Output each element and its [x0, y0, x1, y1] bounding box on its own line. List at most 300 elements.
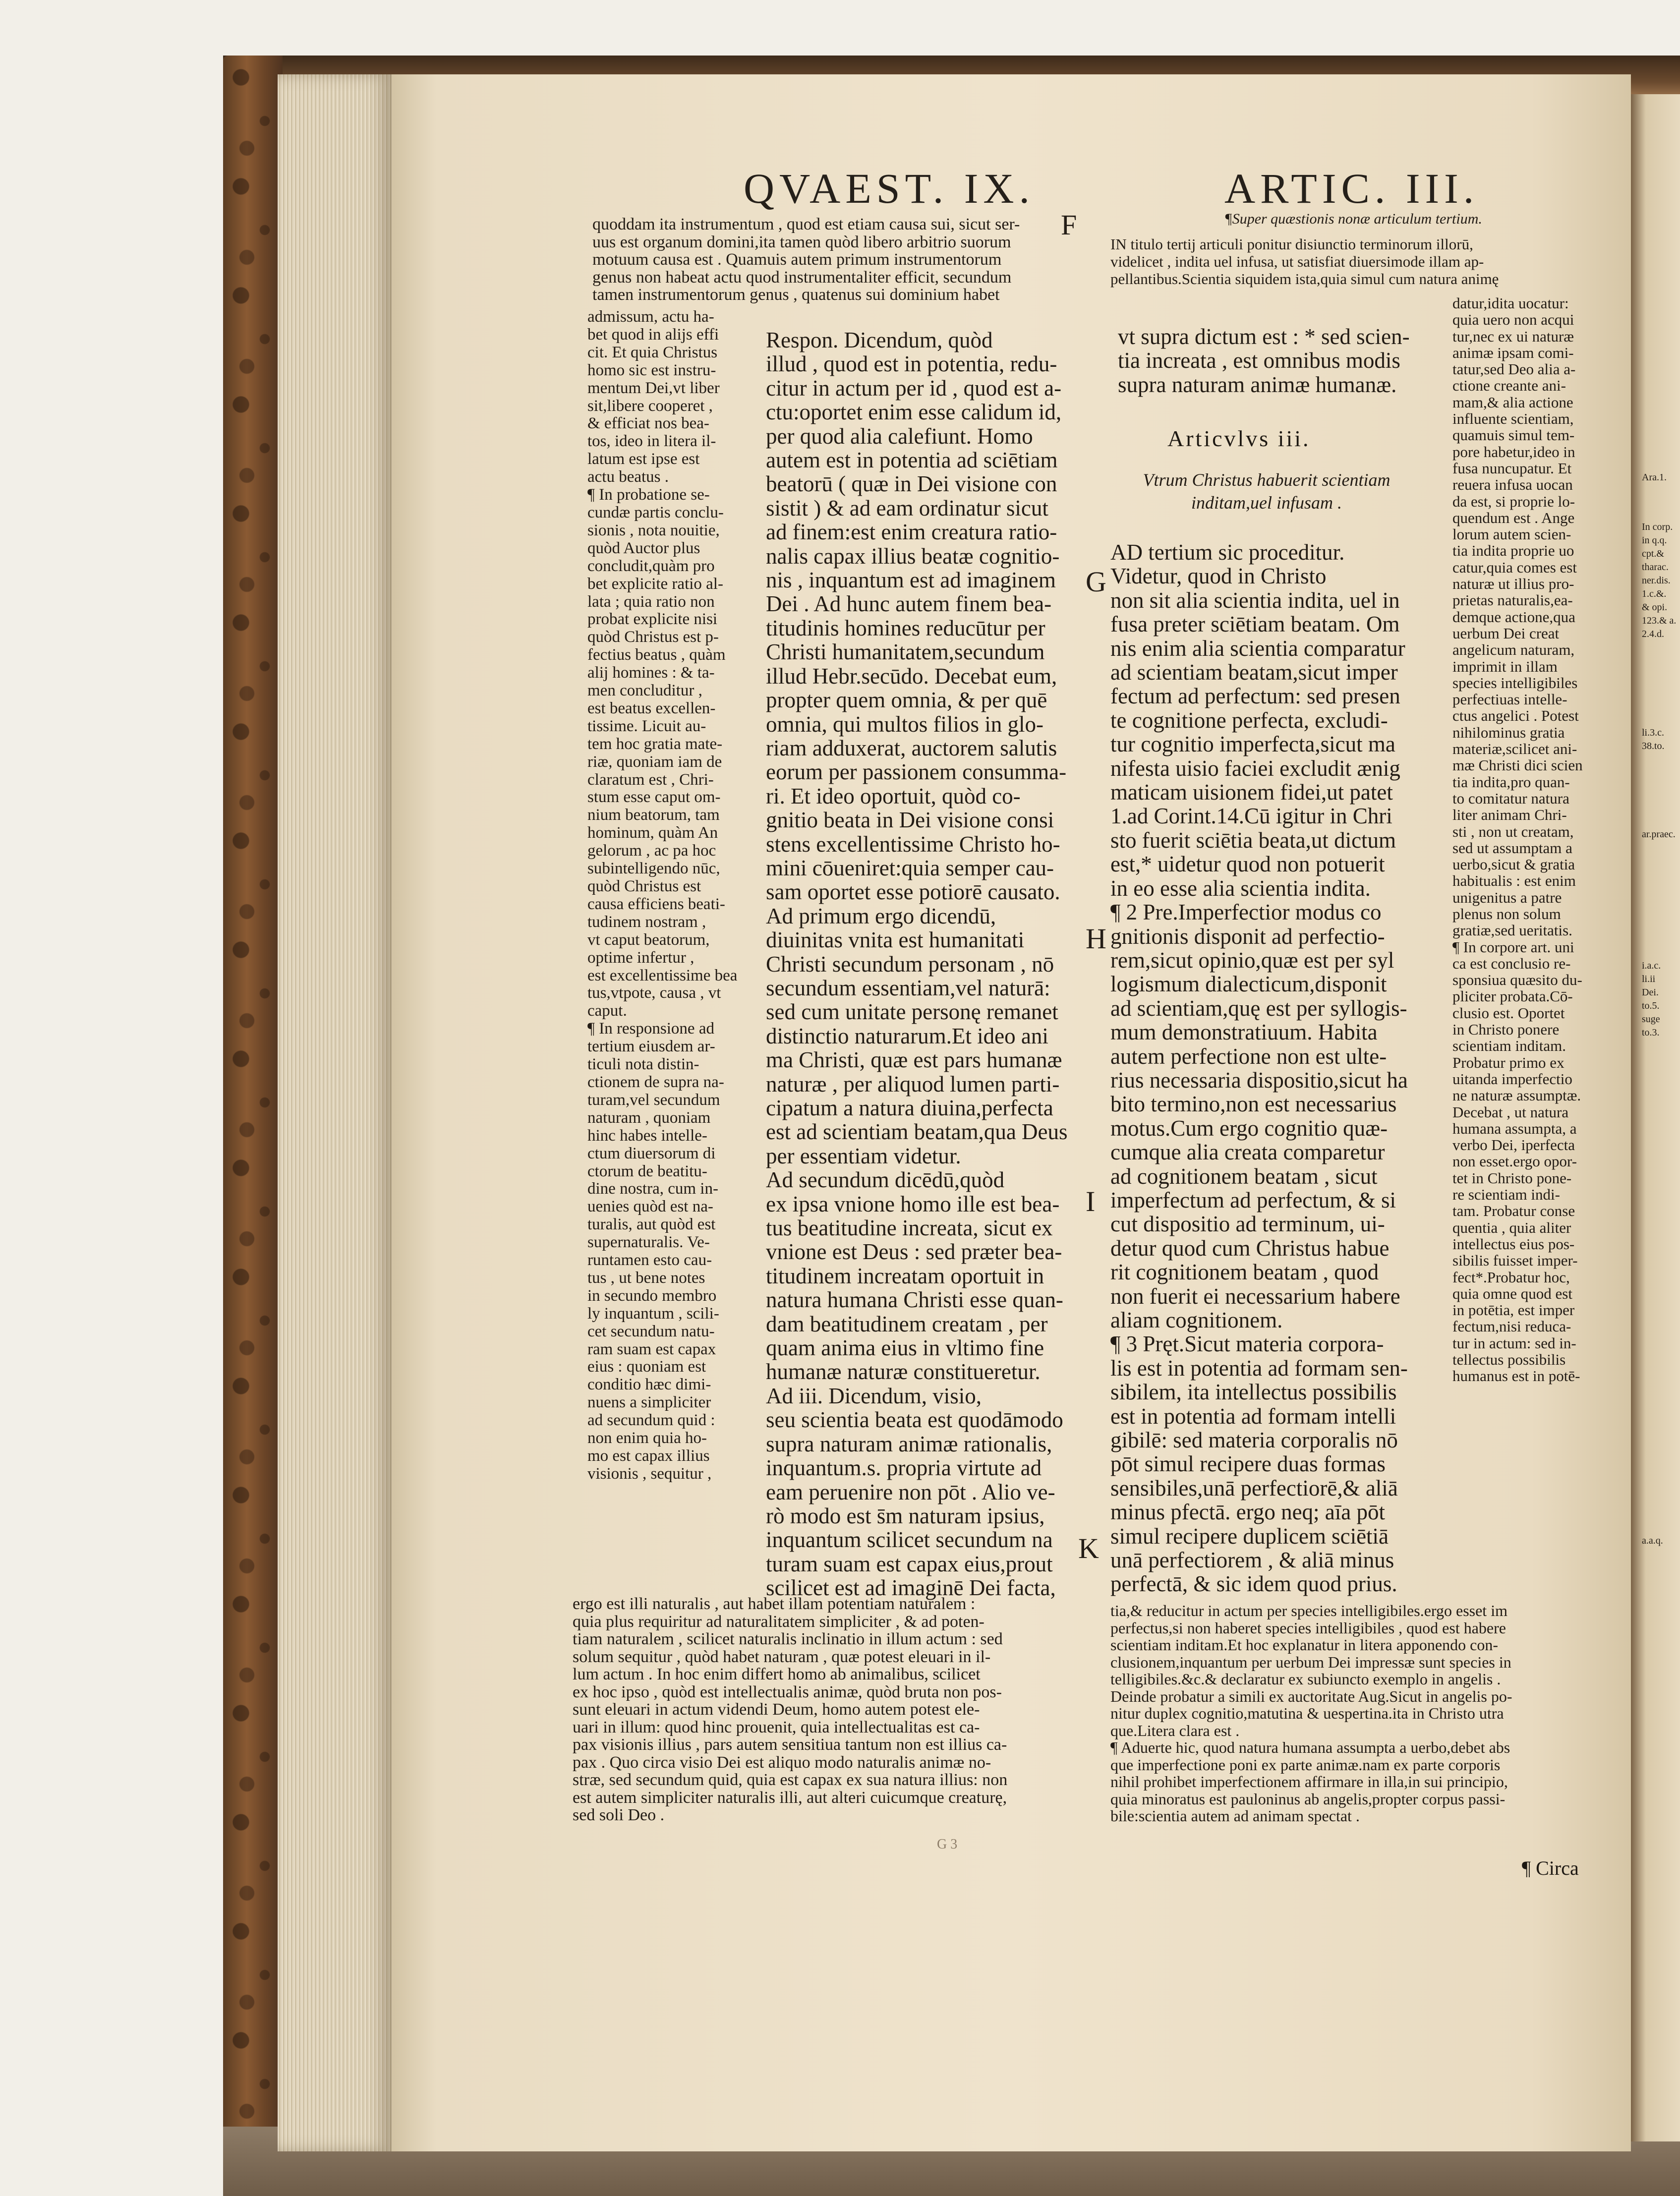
margin-letter-g: G: [1086, 566, 1106, 598]
text-line: ergo est illi naturalis , aut habet illam potentiam naturalem :: [573, 1595, 976, 1613]
text-line: ctus angelici . Potest: [1452, 707, 1579, 725]
margin-note: tharac.: [1642, 562, 1669, 573]
text-line: ad finem:est enim creatura ratio-: [766, 520, 1057, 545]
text-line: mum demonstratiuum. Habita: [1110, 1020, 1378, 1045]
text-line: pellantibus.Scientia siquidem ista,quia simul cum natura animę: [1110, 270, 1499, 288]
left-narrow-commentary: [587, 308, 737, 1483]
text-line: illud , quod est in potentia, redu-: [766, 351, 1057, 377]
text-line: unā perfectiorem , & aliā minus: [1110, 1548, 1394, 1573]
text-line: logismum dialecticum,disponit: [1110, 972, 1387, 997]
text-line: non enim quia ho-: [587, 1429, 707, 1447]
text-line: ctione creante ani-: [1452, 377, 1566, 395]
text-line: bile:scientia autem ad animam spectat .: [1110, 1807, 1360, 1825]
text-line: pax . Quo circa visio Dei est aliquo modo naturalis animæ no-: [573, 1753, 991, 1772]
text-line: ad cognitionem beatam , sicut: [1110, 1163, 1378, 1189]
text-line: AD tertium sic proceditur.: [1110, 540, 1345, 565]
text-line: ¶ In corpore art. uni: [1452, 938, 1574, 956]
text-line: plenus non solum: [1452, 905, 1561, 923]
text-line: quia plus requiritur ad naturalitatem simpliciter , & ad poten-: [573, 1612, 985, 1631]
text-line: sponsiua quæsito du-: [1452, 971, 1582, 989]
text-line: nihil prohibet imperfectionem affirmare in illa,in sui principio,: [1110, 1773, 1508, 1791]
text-line: inditam,uel infusam .: [1191, 493, 1342, 513]
margin-note: 2.4.d.: [1642, 629, 1664, 639]
text-line: IN titulo tertij articuli ponitur disiunctio terminorum illorū,: [1110, 235, 1473, 253]
text-line: sto fuerit sciētia beata,ut dictum: [1110, 827, 1396, 853]
text-line: tur,nec ex ui naturæ: [1452, 327, 1574, 345]
text-line: sunt eleuari in actum videndi Deum, homo autem potest ele-: [573, 1700, 980, 1719]
text-line: influente scientiam,: [1452, 410, 1574, 428]
text-line: actu beatus .: [587, 468, 669, 486]
text-line: tam. Probatur conse: [1452, 1202, 1575, 1220]
text-line: natura humana Christi esse quan-: [766, 1287, 1063, 1313]
text-line: titudinis homines reducūtur per: [766, 615, 1045, 640]
text-line: non fuerit ei necessarium habere: [1110, 1283, 1400, 1309]
margin-note: suge: [1642, 1014, 1660, 1025]
text-line: claratum est , Chri-: [587, 770, 714, 789]
right-commentary-intro: [1110, 235, 1499, 288]
text-line: sed ut assumptam a: [1452, 839, 1572, 857]
text-line: & efficiat nos bea-: [587, 414, 709, 433]
text-line: quòd Auctor plus: [587, 539, 700, 557]
margin-note: in q.q.: [1642, 535, 1667, 546]
text-line: sistit ) & ad eam ordinatur sicut: [766, 495, 1048, 520]
text-line: humanæ naturæ constitueretur.: [766, 1359, 1041, 1385]
text-line: gnitionis disponit ad perfectio-: [1110, 924, 1385, 949]
margin-note: & opi.: [1642, 602, 1668, 613]
text-line: nihilominus gratia: [1452, 723, 1565, 741]
text-line: ram suam est capax: [587, 1340, 716, 1358]
text-line: causa efficiens beati-: [587, 895, 725, 913]
text-line: est in potentia ad formam intelli: [1110, 1403, 1396, 1429]
text-line: ¶ In probatione se-: [587, 486, 710, 504]
text-line: mam,& alia actione: [1452, 393, 1573, 411]
text-line: pōt simul recipere duas formas: [1110, 1451, 1386, 1477]
text-line: non esset.ergo opor-: [1452, 1153, 1577, 1170]
text-line: prietas naturalis,ea-: [1452, 591, 1573, 609]
text-line: minus pfectā. ergo neq; aīa pōt: [1110, 1500, 1385, 1525]
text-line: omnia, qui multos filios in glo-: [766, 711, 1043, 737]
text-line: cundæ partis conclu-: [587, 503, 724, 521]
text-line: ctu:oportet enim esse calidum id,: [766, 400, 1062, 425]
article-heading: Articvlvs iii.: [1167, 426, 1311, 451]
text-line: sed soli Deo .: [573, 1806, 665, 1824]
text-line: Probatur primo ex: [1452, 1053, 1564, 1071]
text-line: vt caput beatorum,: [587, 930, 710, 949]
text-line: intellectus eius pos-: [1452, 1235, 1575, 1253]
text-line: tertium eiusdem ar-: [587, 1038, 715, 1056]
text-line: tur cognitio imperfecta,sicut ma: [1110, 732, 1395, 757]
text-line: tellectus possibilis: [1452, 1351, 1566, 1368]
text-line: quendum est . Ange: [1452, 509, 1575, 526]
text-line: sti , non ut creatam,: [1452, 822, 1574, 840]
text-line: ly inquantum , scili-: [587, 1304, 719, 1323]
text-line: stræ, sed secundum quid, quia est capax ex sua natura illius: non: [573, 1771, 1008, 1789]
text-line: rem,sicut opinio,quæ est per syl: [1110, 947, 1394, 973]
text-line: ticuli nota distin-: [587, 1055, 699, 1074]
text-line: eorum per passionem consumma-: [766, 759, 1067, 785]
text-line: citur in actum per id , quod est a-: [766, 375, 1062, 401]
margin-note: li.ii: [1642, 974, 1656, 984]
text-line: to comitatur natura: [1452, 789, 1569, 807]
text-line: seu scientia beata est quodāmodo: [766, 1407, 1063, 1433]
text-line: lata ; quia ratio non: [587, 592, 715, 611]
text-line: te cognitione perfecta, excludi-: [1110, 707, 1388, 733]
text-line: unigenitus a patre: [1452, 888, 1562, 906]
text-line: est beatus excellen-: [587, 699, 716, 717]
text-line: optime infertur ,: [587, 948, 695, 967]
text-line: tem hoc gratia mate-: [587, 735, 723, 753]
text-line: Christi humanitatem,secundum: [766, 639, 1045, 665]
margin-letter-f: F: [1061, 209, 1077, 241]
text-line: in Christo ponere: [1452, 1021, 1560, 1039]
text-line: quòd Christus est p-: [587, 628, 719, 646]
text-line: rò modo est s̄m naturam ipsius,: [766, 1503, 1045, 1528]
text-line: pax visionis illius , pars autem sensitiua tantum non est illius ca-: [573, 1735, 1007, 1754]
text-line: tia increata , est omnibus modis: [1118, 348, 1400, 373]
text-line: per essentiam videtur.: [766, 1143, 961, 1168]
text-line: hominum, quàm An: [587, 824, 718, 842]
text-line: cit. Et quia Christus: [587, 343, 718, 361]
text-line: concludit,quàm pro: [587, 557, 715, 575]
text-line: mo est capax illius: [587, 1447, 710, 1465]
text-line: supra naturam animæ humanæ.: [1118, 372, 1397, 397]
text-line: perfectiuas intelle-: [1452, 691, 1567, 708]
margin-note: In corp.: [1642, 521, 1673, 532]
text-line: nalis capax illius beatæ cognitio-: [766, 543, 1060, 569]
text-line: homo sic est instru-: [587, 361, 716, 379]
margin-note: cpt.&: [1642, 548, 1664, 559]
article-question: [1128, 468, 1405, 514]
text-line: stens excellentissime Christo ho-: [766, 831, 1060, 857]
text-line: materiæ,scilicet ani-: [1452, 740, 1577, 758]
text-line: tus , ut bene notes: [587, 1269, 705, 1287]
text-line: ca est conclusio re-: [1452, 954, 1571, 972]
text-line: naturam , quoniam: [587, 1108, 711, 1127]
running-head-left: QVAEST. IX.: [744, 165, 1035, 212]
text-line: uus est organum domini,ita tamen quòd libero arbitrio suorum: [592, 232, 1011, 251]
text-line: subintelligendo nūc,: [587, 860, 720, 878]
text-line: scilicet est ad imaginē Dei facta,: [766, 1575, 1056, 1601]
text-line: riam adduxerat, auctorem salutis: [766, 735, 1057, 760]
right-main-text-a: [1118, 325, 1410, 397]
text-line: uari in illum: quod hinc prouenit, quia intellectualitas est ca-: [573, 1718, 980, 1736]
text-line: nitur duplex cognitio,matutina & uespertina.ita in Christo utra: [1110, 1704, 1504, 1722]
text-line: ad scientiam,quę est per syllogis-: [1110, 995, 1407, 1021]
text-line: rius necessaria dispositio,sicut ha: [1110, 1067, 1408, 1093]
text-line: tia indita proprie uo: [1452, 542, 1574, 560]
margin-note: 38.to.: [1642, 741, 1665, 751]
text-line: runtamen esto cau-: [587, 1251, 712, 1270]
text-line: fect*.Probatur hoc,: [1452, 1268, 1570, 1286]
text-line: ctum diuersorum di: [587, 1144, 716, 1162]
text-line: tur in actum: sed in-: [1452, 1334, 1576, 1352]
text-line: catur,quia comes est: [1452, 558, 1577, 576]
text-line: Christi secundum personam , nō: [766, 951, 1054, 977]
text-line: tissime. Licuit au-: [587, 717, 706, 735]
text-line: que.Litera clara est .: [1110, 1721, 1240, 1739]
text-line: ri. Et ideo oportuit, quòd co-: [766, 783, 1021, 809]
text-line: tamen instrumentorum genus , quatenus sui dominium habet: [592, 286, 1000, 304]
text-line: nifesta uisio faciei excludit ænig: [1110, 755, 1400, 781]
text-line: nis , inquantum est ad imaginem: [766, 568, 1056, 593]
text-line: tiam naturalem , scilicet naturalis inclinatio in illum actum : sed: [573, 1630, 1003, 1648]
text-line: mentum Dei,vt liber: [587, 379, 720, 397]
text-line: fectum,nisi reduca-: [1452, 1318, 1571, 1335]
text-line: men concluditur ,: [587, 682, 702, 700]
text-line: bito termino,non est necessarius: [1110, 1092, 1397, 1117]
text-line: scientiam inditam.Et hoc explanatur in litera apponendo con-: [1110, 1636, 1498, 1654]
text-line: reuera infusa uocan: [1452, 476, 1573, 494]
text-line: cipatum a natura diuina,perfecta: [766, 1096, 1053, 1120]
text-line: lum actum . In hoc enim differt homo ab animalibus, scilicet: [573, 1665, 981, 1683]
text-line: turam suam est capax eius,prout: [766, 1551, 1053, 1576]
margin-note: to.3.: [1642, 1027, 1660, 1038]
text-line: est autem simpliciter naturalis illi, aut alteri cuicumque creaturę,: [573, 1788, 1007, 1807]
text-line: quamuis simul tem-: [1452, 426, 1575, 444]
text-line: sensibiles,unā perfectiorē,& aliā: [1110, 1475, 1398, 1501]
text-line: animæ ipsam comi-: [1452, 344, 1574, 361]
text-line: turalis, aut quòd est: [587, 1215, 716, 1234]
text-line: in potētia, est imper: [1452, 1301, 1575, 1319]
text-line: quentia , quia aliter: [1452, 1218, 1571, 1236]
margin-note: li.3.c.: [1642, 727, 1664, 738]
text-line: gelorum , ac pa hoc: [587, 842, 716, 860]
text-line: motuum causa est . Quamuis autem primum instrumentorum: [592, 250, 1002, 269]
text-line: Ad secundum dicēdū,quòd: [766, 1167, 1005, 1193]
text-line: ex hoc ipso , quòd est intellectualis animæ, quòd bruta non pos-: [573, 1682, 1002, 1701]
text-line: cut dispositio ad terminum, ui-: [1110, 1212, 1385, 1237]
text-line: uerbum Dei creat: [1452, 624, 1560, 642]
text-line: tudinem nostram ,: [587, 913, 706, 931]
text-line: liter animam Chri-: [1452, 806, 1567, 824]
text-line: species intelligibiles: [1452, 674, 1578, 692]
text-line: motus.Cum ergo cognitio quæ-: [1110, 1115, 1388, 1141]
text-line: vt supra dictum est : * sed scien-: [1118, 324, 1410, 349]
text-line: riæ, quoniam iam de: [587, 752, 722, 771]
text-line: propter quem omnia, & per quē: [766, 688, 1047, 713]
text-line: quia uero non acqui: [1452, 311, 1574, 329]
text-line: est ad scientiam beatam,qua Deus: [766, 1119, 1068, 1145]
text-line: hinc habes intelle-: [587, 1126, 707, 1145]
text-line: humanus est in potē-: [1452, 1367, 1580, 1385]
text-line: latum est ipse est: [587, 450, 700, 468]
text-line: pliciter probata.Cō-: [1452, 987, 1573, 1005]
text-line: ¶ 2 Pre.Imperfectior modus co: [1110, 900, 1382, 925]
text-line: inquantum.s. propria virtute ad: [766, 1455, 1042, 1481]
text-line: uenies quòd est na-: [587, 1198, 713, 1216]
text-line: mæ Christi dici scien: [1452, 756, 1583, 774]
text-line: que imperfectione poni ex parte animæ.nam ex parte corporis: [1110, 1755, 1501, 1774]
text-line: conditio hæc dimi-: [587, 1376, 711, 1394]
text-line: sit,libere cooperet ,: [587, 397, 713, 415]
text-line: simul recipere duplicem sciētiā: [1110, 1523, 1389, 1549]
text-line: sibilem, ita intellectus possibilis: [1110, 1380, 1397, 1405]
text-line: perfectus,si non haberet species intelligibiles , quod est habere: [1110, 1618, 1506, 1637]
text-line: naturæ , per aliquod lumen parti-: [766, 1071, 1060, 1097]
text-line: non sit alia scientia indita, uel in: [1110, 587, 1400, 613]
text-line: eam peruenire non pōt . Alio ve-: [766, 1479, 1055, 1504]
text-line: Decebat , ut natura: [1452, 1103, 1569, 1121]
text-line: ¶ Aduerte hic, quod natura humana assumpta a uerbo,debet abs: [1110, 1738, 1510, 1756]
margin-note: a.a.q.: [1642, 1535, 1663, 1546]
text-line: Ad primum ergo dicendū,: [766, 903, 996, 928]
text-line: autem est in potentia ad sciētiam: [766, 448, 1058, 473]
margin-note: 1.c.&.: [1642, 588, 1667, 599]
text-line: uerbo,sicut & gratia: [1452, 856, 1575, 873]
text-line: tatur,sed Deo alia a-: [1452, 360, 1576, 378]
text-line: lis est in potentia ad formam sen-: [1110, 1355, 1408, 1381]
margin-note: ner.dis.: [1642, 575, 1671, 586]
text-line: nuens a simpliciter: [587, 1393, 711, 1412]
text-line: nium beatorum, tam: [587, 806, 720, 824]
text-line: fectius beatus , quàm: [587, 646, 726, 664]
text-line: verbo Dei, iperfecta: [1452, 1136, 1575, 1154]
text-line: tia indita,pro quan-: [1452, 773, 1570, 791]
text-line: fectum ad perfectum: sed presen: [1110, 684, 1400, 709]
text-line: supra naturam animæ rationalis,: [766, 1431, 1052, 1456]
text-line: tia,& reducitur in actum per species intelligibiles.ergo esset im: [1110, 1602, 1507, 1619]
text-line: uitanda imperfectio: [1452, 1070, 1572, 1088]
book-cover-spine: [223, 56, 283, 2187]
margin-note: 123.& a.: [1642, 615, 1677, 626]
text-line: quia minoratus est pauloninus ab angelis,propter corpus passi-: [1110, 1790, 1506, 1808]
text-line: quia omne quod est: [1452, 1284, 1572, 1302]
text-line: cet secundum natu-: [587, 1322, 715, 1340]
text-line: admissum, actu ha-: [587, 308, 714, 326]
left-commentary-bottom: [573, 1595, 1007, 1824]
text-line: per quod alia calefiunt. Homo: [766, 423, 1033, 449]
text-line: ctorum de beatitu-: [587, 1162, 707, 1180]
margin-note: Ara.1.: [1642, 472, 1667, 483]
text-line: mini cōueniret:quia semper cau-: [766, 855, 1054, 880]
text-line: clusio est. Oportet: [1452, 1004, 1565, 1022]
text-line: vnione est Deus : sed præter bea-: [766, 1239, 1062, 1265]
page-edges: [278, 74, 392, 2151]
text-line: lorum autem scien-: [1452, 525, 1571, 543]
text-line: turam,vel secundum: [587, 1091, 720, 1109]
text-line: habitualis : est enim: [1452, 872, 1576, 890]
text-line: videlicet , indita uel infusa, ut satisfiat diuersimode illam ap-: [1110, 253, 1484, 270]
text-line: est excellentissime bea: [587, 966, 738, 984]
text-line: perfectā, & sic idem quod prius.: [1110, 1571, 1397, 1597]
text-line: quòd Christus est: [587, 877, 701, 895]
text-line: humana assumpta, a: [1452, 1119, 1577, 1137]
text-line: ad secundum quid :: [587, 1411, 715, 1430]
text-line: fusa nuncupatur. Et: [1452, 459, 1572, 477]
text-line: quam anima eius in vltimo fine: [766, 1335, 1044, 1361]
text-line: Deinde probatur a simili ex auctoritate Aug.Sicut in angelis po-: [1110, 1687, 1512, 1705]
text-line: imperfectum ad perfectum, & si: [1110, 1187, 1396, 1213]
text-line: supernaturalis. Ve-: [587, 1233, 710, 1252]
margin-note: Dei.: [1642, 987, 1659, 998]
text-line: ctionem de supra na-: [587, 1073, 724, 1091]
right-commentary-bottom: [1110, 1602, 1512, 1825]
margin-letter-i: I: [1086, 1185, 1096, 1217]
text-line: aliam cognitionem.: [1110, 1308, 1283, 1332]
text-line: clusionem,inquantum per uerbum Dei impressæ sunt species in: [1110, 1653, 1511, 1671]
margin-note: to.5.: [1642, 1000, 1660, 1011]
text-line: tus beatitudine increata, sicut ex: [766, 1215, 1053, 1241]
text-line: bet explicite ratio al-: [587, 575, 723, 593]
text-line: pore habetur,ideo in: [1452, 443, 1575, 461]
text-line: tus,vtpote, causa , vt: [587, 984, 721, 1002]
right-main-text-b: [1110, 540, 1408, 1596]
text-line: maticam uisionem fidei,ut patet: [1110, 780, 1393, 805]
text-line: cumque alia creata comparetur: [1110, 1140, 1385, 1165]
margin-letter-k: K: [1078, 1532, 1099, 1564]
text-line: est,* uidetur quod non potuerit: [1110, 852, 1385, 877]
text-line: in secundo membro: [587, 1286, 717, 1305]
text-line: diuinitas vnita est humanitati: [766, 927, 1025, 953]
text-line: eius : quoniam est: [587, 1358, 706, 1376]
text-line: in eo esse alia scientia indita.: [1110, 875, 1371, 901]
margin-note: ar.praec.: [1642, 829, 1676, 840]
text-line: ¶ 3 Pręt.Sicut materia corpora-: [1110, 1331, 1384, 1357]
margin-note: i.a.c.: [1642, 960, 1661, 971]
next-page-edge: [1631, 94, 1680, 2141]
text-line: autem perfectione non est ulte-: [1110, 1043, 1387, 1069]
text-line: sed cum unitate personę remanet: [766, 999, 1058, 1025]
text-line: ¶ In responsione ad: [587, 1020, 714, 1038]
text-line: dam beatitudinem creatam , per: [766, 1311, 1048, 1336]
text-line: visionis , sequitur ,: [587, 1464, 712, 1483]
text-line: genus non habeat actu quod instrumentaliter efficit, secundum: [592, 268, 1012, 287]
text-line: ma Christi, quæ est pars humanæ: [766, 1047, 1062, 1073]
text-line: re scientiam indi-: [1452, 1186, 1560, 1204]
text-line: dine nostra, cum in-: [587, 1180, 718, 1198]
text-line: illud Hebr.secūdo. Decebat eum,: [766, 663, 1057, 689]
text-line: fusa preter sciētiam beatam. Om: [1110, 612, 1400, 637]
text-line: Videtur, quod in Christo: [1110, 564, 1327, 589]
text-line: secundum essentiam,vel naturā:: [766, 975, 1050, 1000]
text-line: sam oportet esse potiorē causato.: [766, 879, 1060, 905]
text-line: gratiæ,sed ueritatis.: [1452, 922, 1572, 939]
text-line: da est, si proprie lo-: [1452, 492, 1575, 510]
text-line: Ad iii. Dicendum, visio,: [766, 1383, 982, 1408]
signature-mark: G 3: [937, 1837, 958, 1852]
margin-letter-h: H: [1086, 923, 1106, 955]
text-line: Dei . Ad hunc autem finem bea-: [766, 591, 1052, 617]
text-line: imprimit in illam: [1452, 657, 1558, 675]
text-line: nis enim alia scientia comparatur: [1110, 636, 1405, 661]
text-line: demque actione,qua: [1452, 608, 1575, 626]
right-narrow-commentary: [1452, 295, 1583, 1385]
text-line: quoddam ita instrumentum , quod est etiam causa sui, sicut ser-: [592, 215, 1020, 233]
text-line: sibilis fuisset imper-: [1452, 1252, 1578, 1270]
text-line: stum esse caput om-: [587, 788, 721, 807]
commentary-rubric: ¶Super quæstionis nonæ articulum tertium.: [1224, 211, 1482, 227]
text-line: inquantum scilicet secundum na: [766, 1527, 1053, 1553]
text-line: telligibiles.&c.& declaratur ex subiuncto exemplo in angelis .: [1110, 1670, 1501, 1688]
text-line: gibilē: sed materia corporalis nō: [1110, 1428, 1398, 1453]
text-line: probat explicite nisi: [587, 610, 718, 629]
text-line: rit cognitionem beatam , quod: [1110, 1260, 1379, 1285]
text-line: ex ipsa vnione homo ille est bea-: [766, 1191, 1060, 1216]
text-line: ad scientiam beatam,sicut imper: [1110, 660, 1398, 685]
text-line: naturæ ut illius pro-: [1452, 575, 1574, 593]
text-line: detur quod cum Christus habue: [1110, 1235, 1390, 1261]
text-line: gnitio beata in Dei visione consi: [766, 808, 1054, 833]
text-line: beatorū ( quæ in Dei visione con: [766, 471, 1057, 497]
running-head-right: ARTIC. III.: [1224, 165, 1479, 212]
text-line: tet in Christo pone-: [1452, 1169, 1572, 1187]
text-line: caput.: [587, 1002, 627, 1020]
text-line: datur,idita uocatur:: [1452, 294, 1569, 312]
text-line: ne naturæ assumptæ.: [1452, 1087, 1581, 1104]
text-line: bet quod in alijs effi: [587, 325, 719, 344]
text-line: angelicum naturam,: [1452, 641, 1575, 659]
text-line: Vtrum Christus habuerit scientiam: [1143, 470, 1390, 490]
